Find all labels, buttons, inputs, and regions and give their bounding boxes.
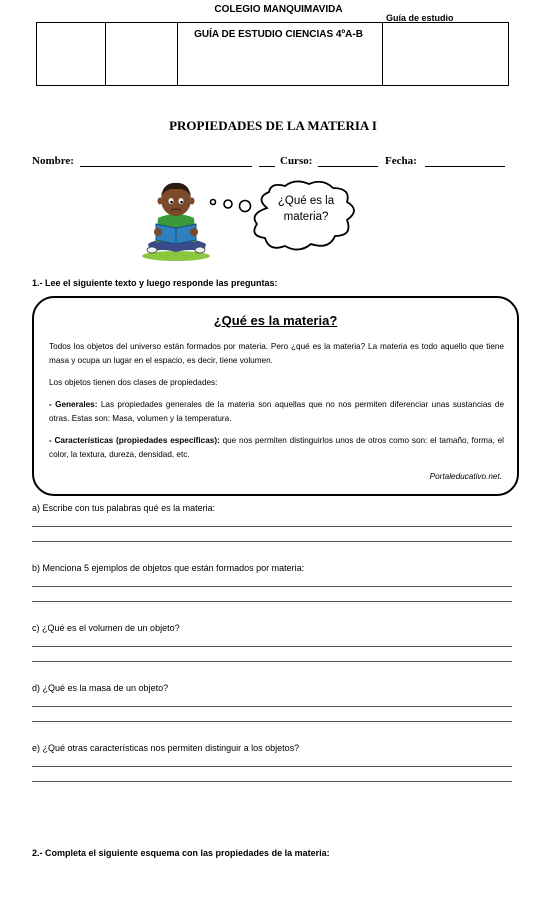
- answer-line-c1[interactable]: [32, 646, 512, 647]
- question-a: a) Escribe con tus palabras qué es la materia:: [32, 503, 216, 513]
- answer-line-e1[interactable]: [32, 766, 512, 767]
- nombre-line-2[interactable]: [259, 166, 275, 167]
- answer-line-d2[interactable]: [32, 721, 512, 722]
- answer-line-a2[interactable]: [32, 541, 512, 542]
- question-d: d) ¿Qué es la masa de un objeto?: [32, 683, 169, 693]
- reading-box: [32, 296, 519, 496]
- reading-paragraph-4: [49, 434, 504, 462]
- caracteristicas-label: - Características (propiedades específicas):: [49, 436, 220, 445]
- answer-line-e2[interactable]: [32, 781, 512, 782]
- boy-reading-illustration: [140, 178, 212, 262]
- header-cell-2: [105, 23, 178, 85]
- answer-line-b2[interactable]: [32, 601, 512, 602]
- answer-line-a1[interactable]: [32, 526, 512, 527]
- reading-box-title: ¿Qué es la materia?: [213, 313, 338, 328]
- guide-title: GUÍA DE ESTUDIO CIENCIAS 4ºA-B: [194, 29, 363, 40]
- thought-bubble-line-1: ¿Qué es la: [277, 195, 335, 207]
- curso-line[interactable]: [318, 166, 378, 167]
- guide-label: Guía de estudio: [386, 13, 454, 23]
- source-credit: Portaleducativo.net.: [429, 472, 502, 481]
- section-2-instruction: 2.- Completa el siguiente esquema con las propiedades de la materia:: [32, 848, 330, 858]
- page-title: PROPIEDADES DE LA MATERIA I: [169, 118, 377, 133]
- reading-paragraph-3: [49, 398, 504, 426]
- fecha-label: Fecha:: [385, 155, 417, 167]
- reading-paragraph-2: Los objetos tienen dos clases de propiedades:: [49, 378, 218, 387]
- thought-bubble-text: [270, 193, 342, 225]
- caracteristicas-text: que nos permiten distinguirlos unos de otros como son: el tamaño, forma, el color, la textura, dureza, densidad, etc.: [49, 436, 504, 459]
- school-name: COLEGIO MANQUIMAVIDA: [214, 4, 343, 15]
- question-e: e) ¿Qué otras características nos permiten distinguir a los objetos?: [32, 743, 300, 753]
- answer-line-b1[interactable]: [32, 586, 512, 587]
- question-c: c) ¿Qué es el volumen de un objeto?: [32, 623, 180, 633]
- nombre-label: Nombre:: [32, 155, 74, 167]
- section-1-instruction: 1.- Lee el siguiente texto y luego responde las preguntas:: [32, 278, 278, 288]
- thought-bubble-line-2: materia?: [283, 211, 329, 223]
- generales-text: Las propiedades generales de la materia son aquellas que no nos permiten diferenciar unas sustancias de otras. Estas son: Masa, volumen y la temperatura.: [49, 400, 505, 423]
- answer-line-d1[interactable]: [32, 706, 512, 707]
- generales-label: - Generales:: [49, 400, 98, 409]
- fecha-line[interactable]: [425, 166, 505, 167]
- nombre-line[interactable]: [80, 166, 252, 167]
- curso-label: Curso:: [280, 155, 313, 167]
- header-cell-1: [37, 23, 106, 85]
- reading-paragraph-1: Todos los objetos del universo están formados por materia. Pero ¿qué es la materia? La materia es todo aquello que tiene masa y ocupa un lugar en el espacio, es decir, tiene volumen.: [49, 342, 504, 365]
- answer-line-c2[interactable]: [32, 661, 512, 662]
- question-b: b) Menciona 5 ejemplos de objetos que están formados por materia:: [32, 563, 305, 573]
